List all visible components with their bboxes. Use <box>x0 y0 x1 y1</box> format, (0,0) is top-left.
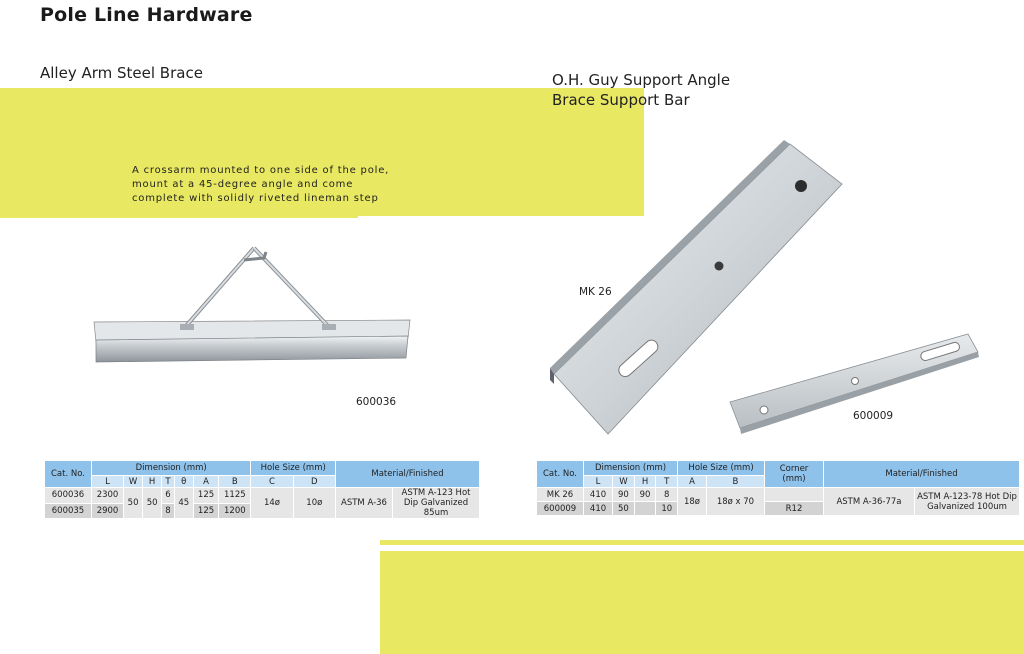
cell-w: 50 <box>124 488 143 519</box>
table-row <box>537 488 1020 502</box>
cell-cat: 600009 <box>537 502 584 516</box>
sub-header: B <box>706 476 764 488</box>
cell-l: 410 <box>584 502 613 516</box>
table-row <box>45 488 480 504</box>
header-cat-no: Cat. No. <box>537 461 584 488</box>
cell-material: ASTM A-36-77a <box>824 488 915 516</box>
cell-l: 410 <box>584 488 613 502</box>
header-material: Material/Finished <box>824 461 1020 488</box>
cell-w: 50 <box>613 502 635 516</box>
cell-h: 90 <box>634 488 656 502</box>
cell-cat: MK 26 <box>537 488 584 502</box>
sub-header: L <box>92 476 124 488</box>
cell-t: 8 <box>162 503 175 519</box>
cell-finish: ASTM A-123-78 Hot Dip Galvanized 100um <box>915 488 1020 516</box>
sub-header: H <box>634 476 656 488</box>
header-cat-no: Cat. No. <box>45 461 92 488</box>
product-code-label: MK 26 <box>579 286 612 298</box>
yellow-strip-bottom <box>380 540 1024 545</box>
section-title-line1: O.H. Guy Support Angle <box>552 71 731 89</box>
cell-t: 10 <box>656 502 678 516</box>
header-dimension: Dimension (mm) <box>92 461 251 476</box>
cell-h <box>634 502 656 516</box>
cell-cat: 600035 <box>45 503 92 519</box>
cell-c: 14ø <box>251 488 293 519</box>
sub-header: C <box>251 476 293 488</box>
product-code-label: 600036 <box>356 396 397 408</box>
sub-header: D <box>293 476 335 488</box>
header-hole-size: Hole Size (mm) <box>678 461 765 476</box>
alley-arm-brace-image <box>88 240 418 365</box>
cell-w: 90 <box>613 488 635 502</box>
cell-finish: ASTM A-123 Hot Dip Galvanized 85um <box>393 488 480 519</box>
cell-material: ASTM A-36 <box>336 488 393 519</box>
cell-l: 2300 <box>92 488 124 504</box>
cell-cat: 600036 <box>45 488 92 504</box>
product-code-label: 600009 <box>853 410 894 422</box>
sub-header: W <box>124 476 143 488</box>
cell-h: 50 <box>143 488 162 519</box>
header-material: Material/Finished <box>336 461 480 488</box>
sub-header: T <box>656 476 678 488</box>
spec-table-guy-support <box>536 460 1020 516</box>
cell-t: 8 <box>656 488 678 502</box>
section-title-alley-arm: Alley Arm Steel Brace <box>40 64 203 82</box>
cell-l: 2900 <box>92 503 124 519</box>
sub-header: L <box>584 476 613 488</box>
cell-theta: 45 <box>174 488 193 519</box>
sub-header: A <box>678 476 707 488</box>
header-dimension: Dimension (mm) <box>584 461 678 476</box>
sub-header: A <box>193 476 219 488</box>
cell-b: 1200 <box>219 503 251 519</box>
cell-b: 1125 <box>219 488 251 504</box>
cell-corner <box>765 488 824 502</box>
cell-t: 6 <box>162 488 175 504</box>
cell-a: 18ø <box>678 488 707 516</box>
cell-b: 18ø x 70 <box>706 488 764 516</box>
cell-corner: R12 <box>765 502 824 516</box>
spec-table-alley-arm <box>44 460 480 519</box>
page-title: Pole Line Hardware <box>40 4 253 26</box>
cell-d: 10ø <box>293 488 335 519</box>
header-hole-size: Hole Size (mm) <box>251 461 336 476</box>
section-title-guy-support <box>552 70 730 110</box>
sub-header: T <box>162 476 175 488</box>
section-title-line2: Brace Support Bar <box>552 91 690 109</box>
sub-header: H <box>143 476 162 488</box>
sub-header: W <box>613 476 635 488</box>
cell-a: 125 <box>193 503 219 519</box>
header-corner: Corner (mm) <box>765 461 824 488</box>
product-description: A crossarm mounted to one side of the pole, mount at a 45-degree angle and come complete with solidly riveted lineman step <box>132 165 390 204</box>
yellow-banner-top-lower <box>0 206 358 218</box>
yellow-banner-bottom <box>380 551 1024 654</box>
sub-header: θ <box>174 476 193 488</box>
cell-a: 125 <box>193 488 219 504</box>
sub-header: B <box>219 476 251 488</box>
